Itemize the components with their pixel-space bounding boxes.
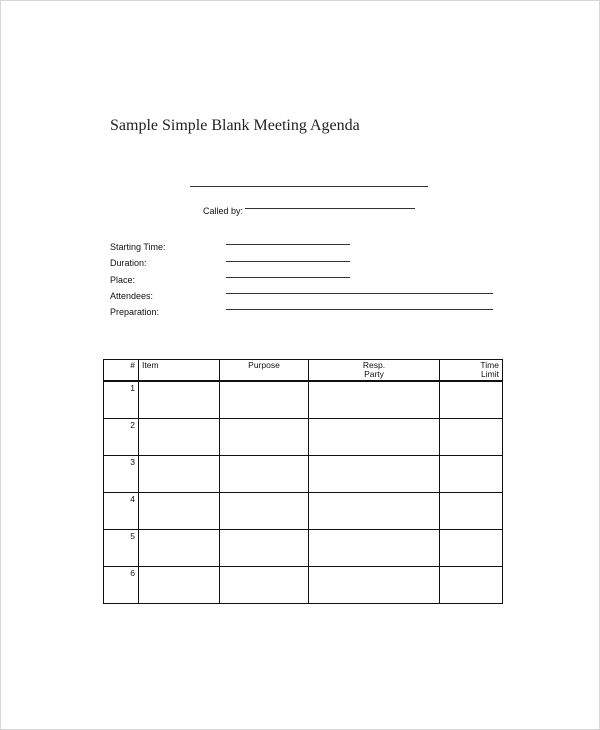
agenda-table (103, 359, 503, 604)
field-line-preparation[interactable] (226, 309, 493, 310)
table-header-row (104, 360, 503, 382)
cell-resp-party[interactable] (309, 381, 440, 419)
field-line-starting-time[interactable] (226, 244, 350, 245)
table-row (104, 381, 503, 419)
cell-item[interactable] (139, 493, 220, 530)
row-number: 6 (104, 567, 139, 604)
cell-resp-party[interactable] (309, 567, 440, 604)
header-time-line1: Time (480, 360, 499, 370)
row-number: 3 (104, 456, 139, 493)
table-row (104, 419, 503, 456)
row-number: 1 (104, 381, 139, 419)
field-line-duration[interactable] (226, 261, 350, 262)
field-label-starting-time: Starting Time: (110, 242, 166, 252)
table-row (104, 493, 503, 530)
cell-purpose[interactable] (220, 456, 309, 493)
cell-time-limit[interactable] (440, 381, 503, 419)
cell-time-limit[interactable] (440, 530, 503, 567)
header-resp-party (309, 360, 440, 382)
table-row (104, 456, 503, 493)
table-row (104, 530, 503, 567)
cell-item[interactable] (139, 381, 220, 419)
field-label-attendees: Attendees: (110, 291, 154, 301)
header-item: Item (139, 360, 220, 382)
field-line-attendees[interactable] (226, 293, 493, 294)
header-num: # (104, 360, 139, 382)
cell-purpose[interactable] (220, 567, 309, 604)
cell-resp-party[interactable] (309, 419, 440, 456)
cell-item[interactable] (139, 419, 220, 456)
row-number: 4 (104, 493, 139, 530)
cell-resp-party[interactable] (309, 530, 440, 567)
meeting-name-line[interactable] (190, 186, 428, 187)
cell-item[interactable] (139, 530, 220, 567)
page-title: Sample Simple Blank Meeting Agenda (110, 117, 360, 134)
header-time-limit (440, 360, 503, 382)
header-resp-line2: Party (364, 369, 384, 379)
field-label-duration: Duration: (110, 258, 147, 268)
field-line-place[interactable] (226, 277, 350, 278)
cell-purpose[interactable] (220, 493, 309, 530)
cell-time-limit[interactable] (440, 419, 503, 456)
cell-time-limit[interactable] (440, 567, 503, 604)
field-label-place: Place: (110, 275, 136, 285)
called-by-label: Called by: (203, 206, 244, 216)
field-label-preparation: Preparation: (110, 307, 160, 317)
header-purpose: Purpose (220, 360, 309, 382)
cell-item[interactable] (139, 567, 220, 604)
cell-purpose[interactable] (220, 419, 309, 456)
called-by-line[interactable] (245, 208, 415, 209)
cell-time-limit[interactable] (440, 456, 503, 493)
row-number: 2 (104, 419, 139, 456)
cell-resp-party[interactable] (309, 493, 440, 530)
table-row (104, 567, 503, 604)
header-time-line2: Limit (481, 369, 499, 379)
cell-item[interactable] (139, 456, 220, 493)
cell-resp-party[interactable] (309, 456, 440, 493)
row-number: 5 (104, 530, 139, 567)
cell-time-limit[interactable] (440, 493, 503, 530)
header-resp-line1: Resp. (362, 360, 386, 370)
cell-purpose[interactable] (220, 381, 309, 419)
cell-purpose[interactable] (220, 530, 309, 567)
